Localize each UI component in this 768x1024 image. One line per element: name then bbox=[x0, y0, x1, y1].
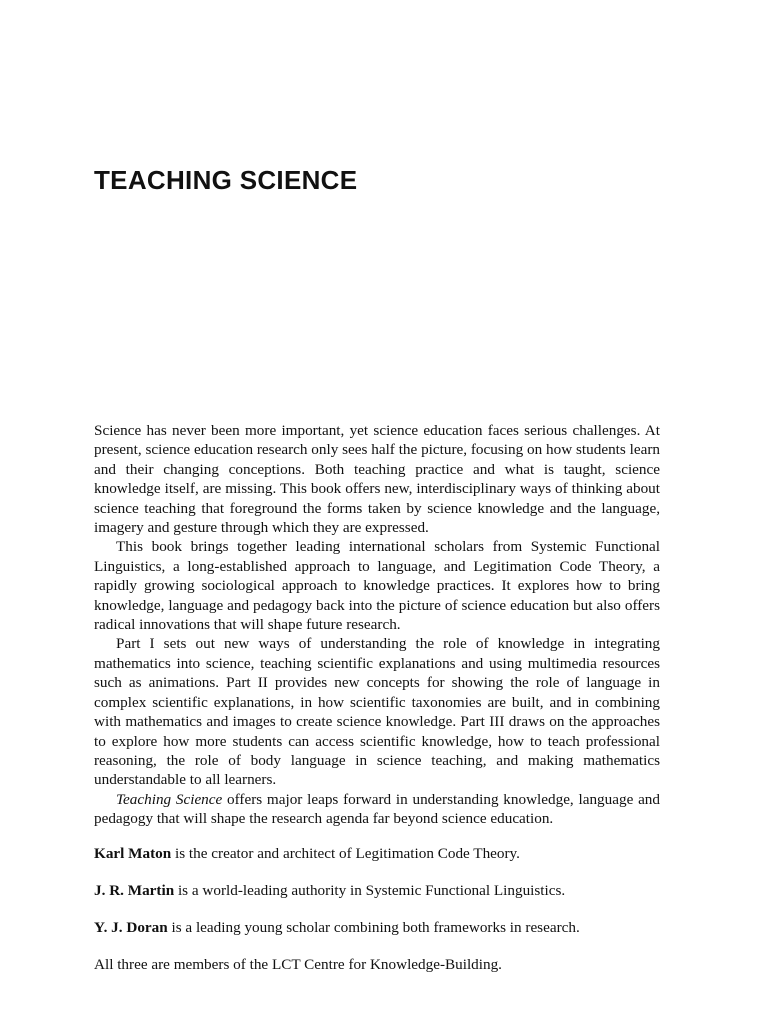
closing-text: offers major leaps forward in understanding knowledge, language and pedagogy that will shape the research agenda far beyond science education. bbox=[94, 790, 660, 828]
author-bio bbox=[94, 881, 674, 900]
author-name: Y. J. Doran bbox=[94, 918, 168, 936]
author-description: is the creator and architect of Legitimation Code Theory. bbox=[171, 845, 520, 862]
closing-paragraph bbox=[94, 790, 660, 829]
author-description: is a leading young scholar combining both frameworks in research. bbox=[167, 918, 580, 936]
description-paragraph: This book brings together leading international scholars from Systemic Functional Linguistics, a long-established approach to language, and Legitimation Code Theory, a rapidly growing sociological approach to knowledge practices. It explores how to bring knowledge, language and pedagogy back into the picture of science education but also offers radical innovations that will shape future research. bbox=[94, 538, 660, 634]
page-title: TEACHING SCIENCE bbox=[94, 165, 358, 195]
author-name: Karl Maton bbox=[94, 845, 172, 862]
author-bio bbox=[94, 844, 674, 863]
book-title-italic: Teaching Science bbox=[116, 790, 223, 808]
author-bios bbox=[94, 844, 674, 992]
footer-note: All three are members of the LCT Centre for Knowledge-Building. bbox=[94, 955, 502, 973]
description-paragraph: Science has never been more important, yet science education faces serious challenges. At present, science education research only sees half the picture, focusing on how students learn and their changing conceptions. Both teaching practice and what is taught, science knowledge itself, are missing. This book offers new, interdisciplinary ways of thinking about science teaching that foreground the forms taken by science knowledge and the language, imagery and gesture through which they are expressed. bbox=[94, 422, 660, 537]
author-bio bbox=[94, 918, 674, 937]
book-description bbox=[94, 421, 660, 829]
author-description: is a world-leading authority in Systemic Functional Linguistics. bbox=[174, 881, 566, 899]
author-name: J. R. Martin bbox=[94, 881, 175, 899]
description-paragraph: Part I sets out new ways of understanding the role of knowledge in integrating mathematics into science, teaching scientific explanations and using multimedia resources such as animations. Part II provides new concepts for showing the role of language in complex scientific explanations, in how scientific taxonomies are built, and in combining with mathematics and images to create science knowledge. Part III draws on the approaches to explore how more students can access scientific knowledge, how to teach professional reasoning, the role of body language in science teaching, and making mathematics understandable to all learners. bbox=[94, 635, 660, 789]
